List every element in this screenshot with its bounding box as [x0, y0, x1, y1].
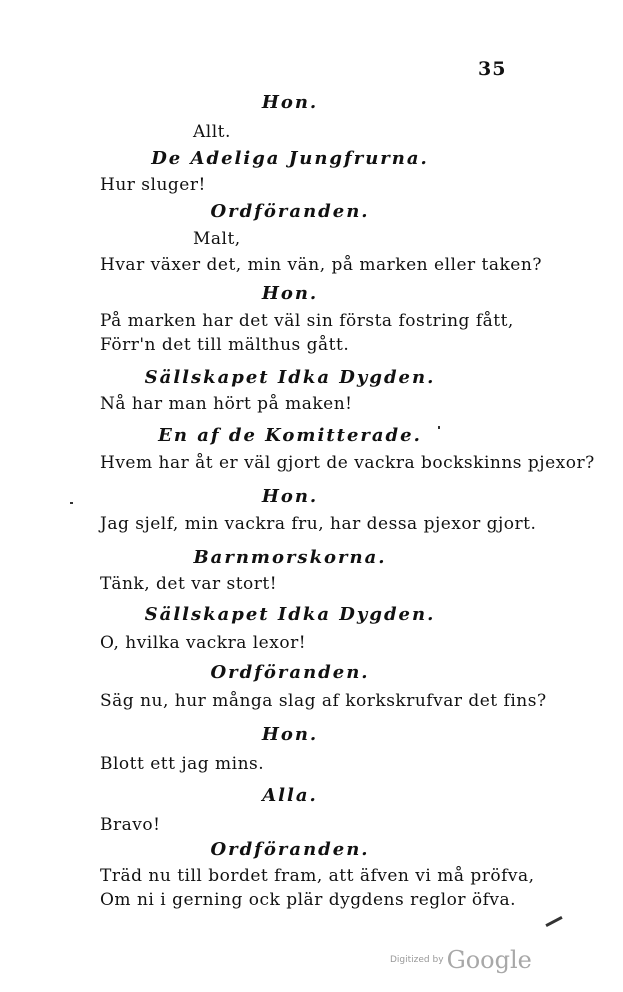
speaker-name: Hon. — [261, 283, 319, 304]
dialogue-line: Förr'n det till mälthus gått. — [100, 335, 350, 355]
speaker-name: Hon. — [261, 724, 319, 745]
digitized-by-label: Digitized by — [390, 955, 444, 965]
speaker-name: Sällskapet Idka Dygden. — [144, 367, 436, 388]
speaker-name: Barnmorskorna. — [193, 547, 387, 568]
dialogue-line: Malt, — [193, 229, 241, 249]
speaker-name: Ordföranden. — [210, 662, 370, 683]
speaker-name: Sällskapet Idka Dygden. — [144, 604, 436, 625]
speaker-name: Alla. — [262, 785, 318, 806]
dialogue-line: Jag sjelf, min vackra fru, har dessa pjexor gjort. — [100, 514, 537, 534]
dialogue-line: O, hvilka vackra lexor! — [100, 633, 307, 653]
speaker-name: De Adeliga Jungfrurna. — [151, 148, 429, 169]
dialogue-line: Hur sluger! — [100, 175, 206, 195]
digitization-watermark — [390, 946, 532, 974]
dialogue-line: Hvar växer det, min vän, på marken eller taken? — [100, 255, 542, 275]
dialogue-line: Blott ett jag mins. — [100, 754, 265, 774]
dialogue-line: Bravo! — [100, 815, 161, 835]
dialogue-line: På marken har det väl sin första fostring fått, — [100, 311, 514, 331]
ink-speck — [70, 502, 73, 504]
dialogue-line: Hvem har åt er väl gjort de vackra bockskinns pjexor? — [100, 453, 595, 473]
dialogue-line: Nå har man hört på maken! — [100, 394, 353, 414]
speaker-name: Hon. — [261, 486, 319, 507]
dialogue-line: Säg nu, hur många slag af korkskrufvar det fins? — [100, 691, 547, 711]
dialogue-line: Om ni i gerning ock plär dygdens reglor öfva. — [100, 890, 517, 910]
speaker-name: Hon. — [261, 92, 319, 113]
ink-speck — [438, 426, 440, 429]
speaker-name: En af de Komitterade. — [158, 425, 422, 446]
dialogue-line: Tänk, det var stort! — [100, 574, 278, 594]
dialogue-line: Allt. — [193, 122, 231, 142]
speaker-name: Ordföranden. — [210, 201, 370, 222]
page-number: 35 — [478, 58, 507, 80]
google-logo: Google — [446, 946, 532, 974]
dialogue-line: Träd nu till bordet fram, att äfven vi må pröfva, — [100, 866, 535, 886]
speaker-name: Ordföranden. — [210, 839, 370, 860]
ink-mark — [545, 916, 562, 927]
